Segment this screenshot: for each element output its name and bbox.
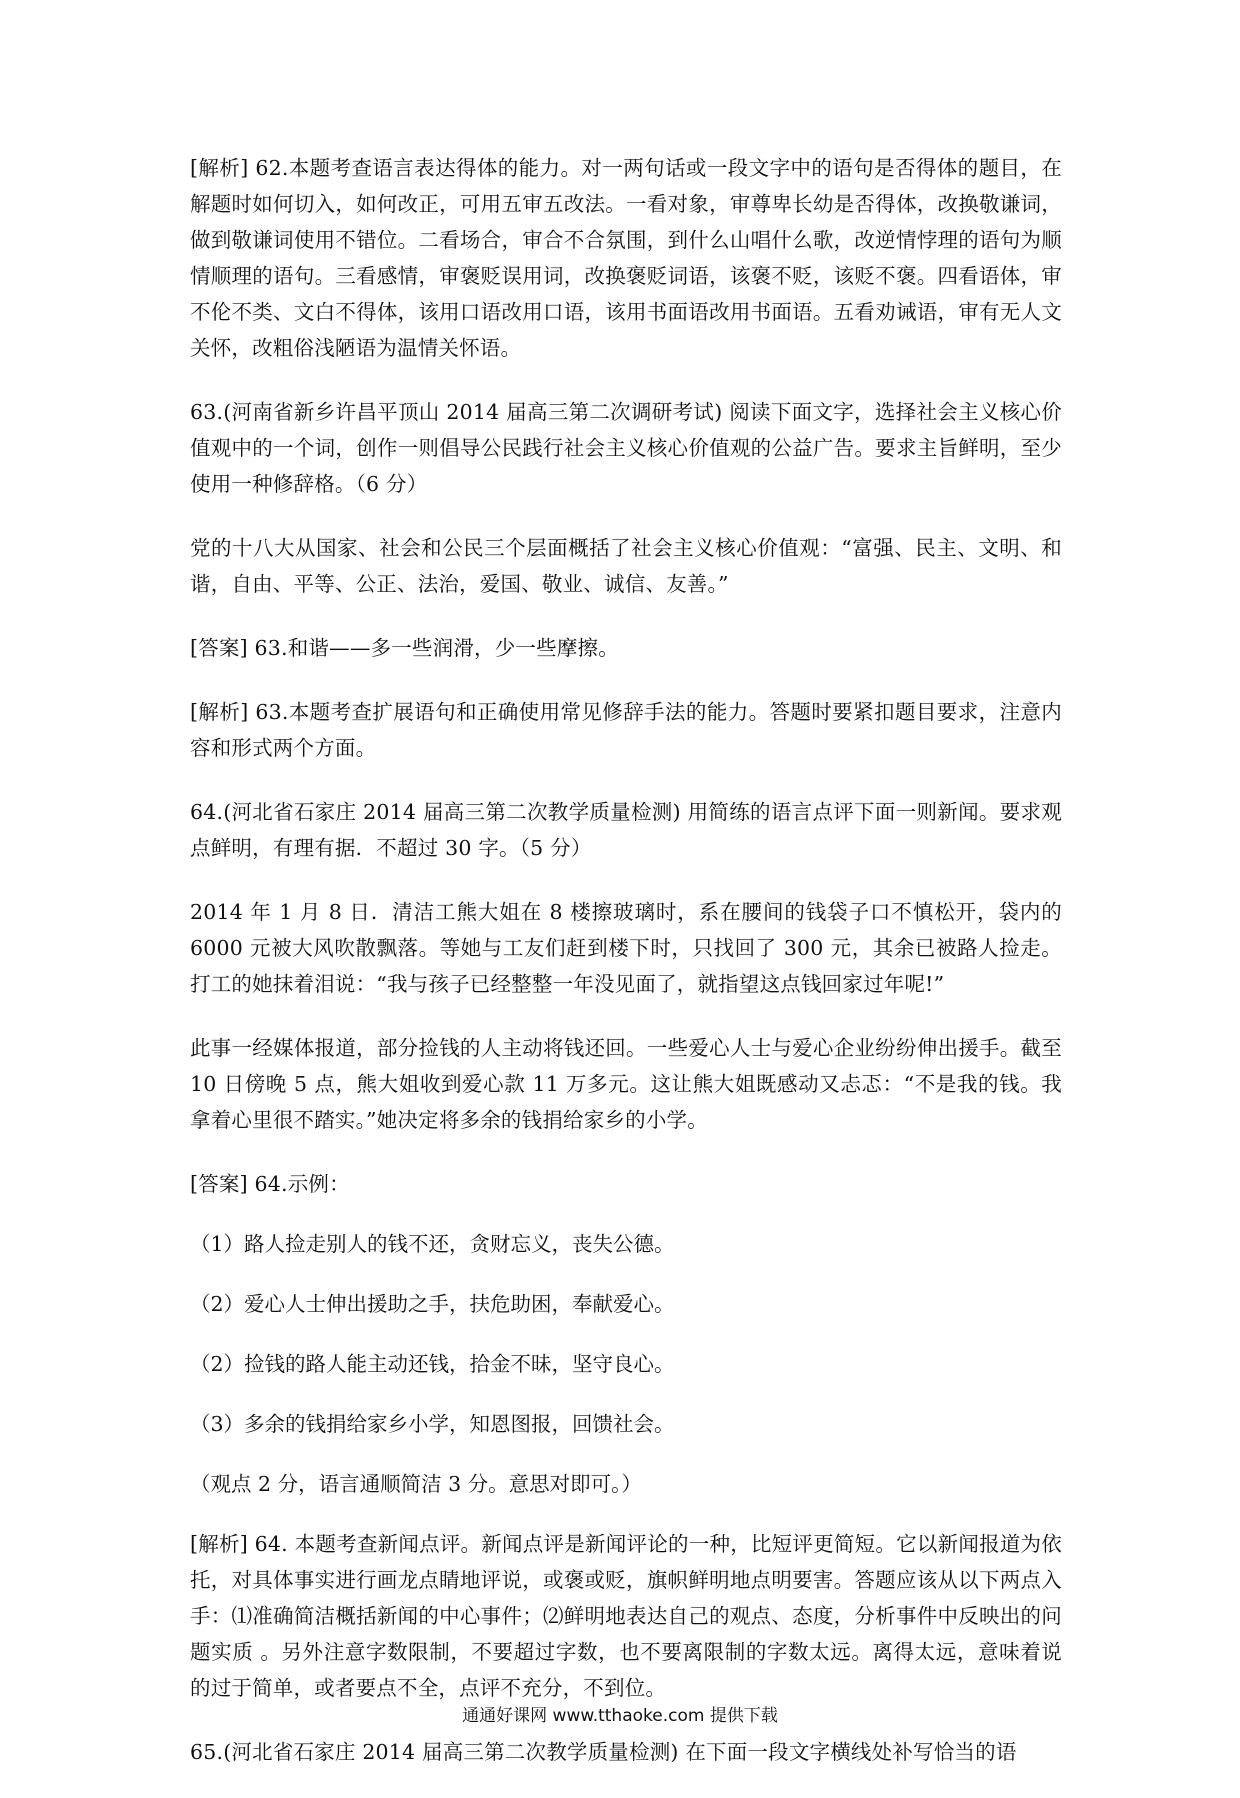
answer-item: （2）爱心人士伸出援助之手，扶危助困，奉献爱心。	[190, 1292, 675, 1316]
question-63: 63.(河南省新乡许昌平顶山 2014 届高三第二次调研考试) 阅读下面文字，选择社会主义核心价值观中的一个词，创作一则倡导公民践行社会主义核心价值观的公益广告。要求主旨鲜明，至少使用一种修辞格。（6 分）	[190, 400, 1062, 496]
news-paragraph-1: 2014 年 1 月 8 日．清洁工熊大姐在 8 楼擦玻璃时，系在腰间的钱袋子口不慎松开，袋内的 6000 元被大风吹散飘落。等她与工友们赶到楼下时，只找回了 300 元，其余已被路人捡走。打工的她抹着泪说：“我与孩子已经整整一年没见面了，就指望这点钱回家过年呢!”	[190, 900, 1062, 996]
question-64: 64.(河北省石家庄 2014 届高三第二次教学质量检测) 用简练的语言点评下面一则新闻。要求观点鲜明，有理有据．不超过 30 字。（5 分）	[190, 800, 1062, 860]
answer-63: [答案] 63.和谐——多一些润滑，少一些摩擦。	[190, 636, 619, 660]
answer-item: （2）捡钱的路人能主动还钱，拾金不昧，坚守良心。	[190, 1352, 675, 1376]
answer-item: （3）多余的钱捐给家乡小学，知恩图报，回馈社会。	[190, 1412, 675, 1436]
answer-item: （1）路人捡走别人的钱不还，贪财忘义，丧失公德。	[190, 1232, 675, 1256]
question-65: 65.(河北省石家庄 2014 届高三第二次教学质量检测) 在下面一段文字横线处补写恰当的语	[190, 1740, 1017, 1764]
answer-64-heading: [答案] 64.示例：	[190, 1172, 350, 1196]
analysis-63: [解析] 63.本题考查扩展语句和正确使用常见修辞手法的能力。答题时要紧扣题目要求，注意内容和形式两个方面。	[190, 700, 1062, 760]
scoring-note: （观点 2 分，语言通顺简洁 3 分。意思对即可。）	[190, 1472, 642, 1496]
analysis-62: [解析] 62.本题考查语言表达得体的能力。对一两句话或一段文字中的语句是否得体的题目，在解题时如何切入，如何改正，可用五审五改法。一看对象，审尊卑长幼是否得体，改换敬谦词，做到敬谦词使用不错位。二看场合，审合不合氛围，到什么山唱什么歌，改逆情悖理的语句为顺情顺理的语句。三看感情，审褒贬误用词，改换褒贬词语，该褒不贬，该贬不褒。四看语体，审不伦不类、文白不得体，该用口语改用口语，该用书面语改用书面语。五看劝诫语，审有无人文关怀，改粗俗浅陋语为温情关怀语。	[190, 156, 1062, 360]
news-paragraph-2: 此事一经媒体报道，部分捡钱的人主动将钱还回。一些爱心人士与爱心企业纷纷伸出援手。截至 10 日傍晚 5 点，熊大姐收到爱心款 11 万多元。这让熊大姐既感动又忐忑：“不是我的钱。我拿着心里很不踏实。”她决定将多余的钱捐给家乡的小学。	[190, 1036, 1062, 1132]
document-body	[190, 150, 1062, 1798]
page-footer: 通通好课网 www.tthaoke.com 提供下载	[462, 1706, 778, 1726]
analysis-64: [解析] 64. 本题考查新闻点评。新闻点评是新闻评论的一种，比短评更简短。它以新闻报道为依托，对具体事实进行画龙点睛地评说，或褒或贬，旗帜鲜明地点明要害。答题应该从以下两点入手：⑴准确简洁概括新闻的中心事件；⑵鲜明地表达自己的观点、态度，分析事件中反映出的问题实质 。另外注意字数限制，不要超过字数，也不要离限制的字数太远。离得太远，意味着说的过于简单，或者要点不全，点评不充分，不到位。	[190, 1532, 1062, 1700]
question-63-material: 党的十八大从国家、社会和公民三个层面概括了社会主义核心价值观：“富强、民主、文明、和谐，自由、平等、公正、法治，爱国、敬业、诚信、友善。”	[190, 536, 1062, 596]
